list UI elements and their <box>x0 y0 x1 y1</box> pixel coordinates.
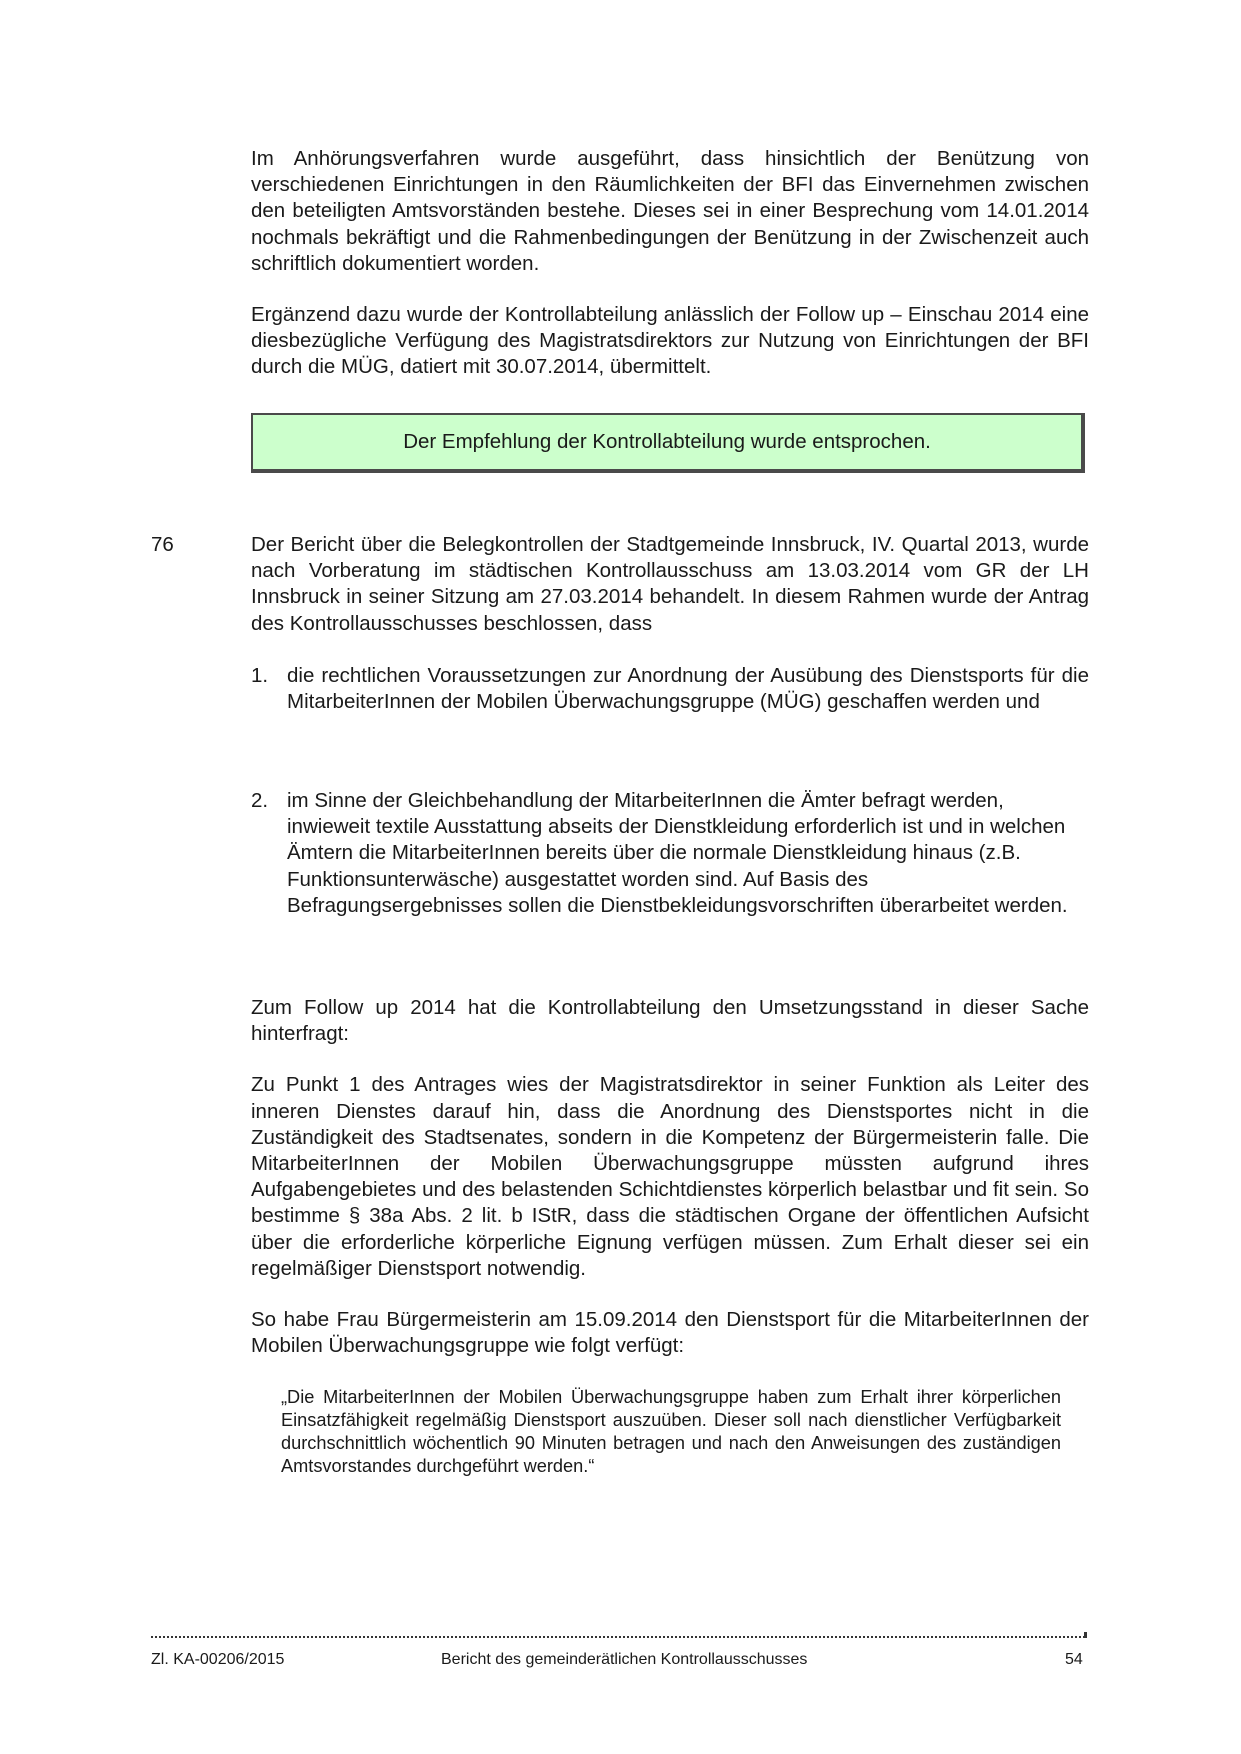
follow-up-section <box>251 995 1089 1359</box>
item-76-lead-paragraph: Der Bericht über die Belegkontrollen der Stadtgemeinde Innsbruck, IV. Quartal 2013, wurde nach Vorberatung im städtischen Kontrollausschuss am 13.03.2014 vom GR der LH Innsbruck in seiner Sitzung am 27.03.2014 behandelt. In diesem Rahmen wurde der Antrag des Kontrollausschusses beschlossen, dass <box>251 533 1089 635</box>
list-item <box>251 788 1089 919</box>
list-item-text: im Sinne der Gleichbehandlung der MitarbeiterInnen die Ämter befragt werden, inwieweit textile Ausstattung abseits der Dienstkleidung erforderlich ist und in welchen Ämtern die MitarbeiterInnen bereits über die normale Dienstkleidung hinaus (z.B. Funktionsunterwäsche) ausgestattet worden sind. Auf Basis des Befragungsergebnisses sollen die Dienstbekleidungsvorschriften überarbeitet werden. <box>287 789 1068 917</box>
page-number: 54 <box>1065 1651 1083 1668</box>
follow-up-paragraph-2: Zu Punkt 1 des Antrages wies der Magistratsdirektor in seiner Funktion als Leiter des inneren Dienstes darauf hin, dass die Anordnung des Dienstsportes nicht in die Zuständigkeit des Stadtsenates, sondern in die Kompetenz der Bürgermeisterin falle. Die MitarbeiterInnen der Mobilen Überwachungsgruppe müssten aufgrund ihres Aufgabengebietes und des belastenden Schichtdienstes körperlich belastbar und fit sein. So bestimme § 38a Abs. 2 lit. b IStR, dass die städtischen Organe der öffentlichen Aufsicht über die erforderliche körperliche Eignung verfügen müssen. Zum Erhalt dieser sei ein regelmäßiger Dienstsport notwendig. <box>251 1073 1089 1280</box>
intro-paragraph-1: Im Anhörungsverfahren wurde ausgeführt, dass hinsichtlich der Benützung von verschiedenen Einrichtungen in den Räumlichkeiten der BFI das Einvernehmen zwischen den beteiligten Amtsvorständen bestehe. Dieses sei in einer Besprechung vom 14.01.2014 nochmals bekräftigt und die Rahmenbedingungen der Benützung in der Zwischenzeit auch schriftlich dokumentiert worden. <box>251 147 1089 275</box>
list-marker: 2. <box>251 789 269 812</box>
list-item <box>251 663 1089 715</box>
follow-up-paragraph-1: Zum Follow up 2014 hat die Kontrollabteilung den Umsetzungsstand in dieser Sache hinterfragt: <box>251 996 1089 1046</box>
list-item-text: die rechtlichen Voraussetzungen zur Anordnung der Ausübung des Dienstsports für die MitarbeiterInnen der Mobilen Überwachungsgruppe (MÜG) geschaffen werden und <box>287 664 1089 714</box>
intro-paragraph-2: Ergänzend dazu wurde der Kontrollabteilung anlässlich der Follow up – Einschau 2014 eine diesbezügliche Verfügung des Magistratsdirektors zur Nutzung von Einrichtungen der BFI durch die MÜG, datiert mit 30.07.2014, übermittelt. <box>251 303 1089 379</box>
footer-reference: Zl. KA-00206/2015 <box>151 1651 285 1668</box>
item-76-lead <box>251 532 1089 637</box>
recommendation-status-box <box>251 413 1085 473</box>
follow-up-paragraph-3: So habe Frau Bürgermeisterin am 15.09.2014 den Dienstsport für die MitarbeiterInnen der Mobilen Überwachungsgruppe wie folgt verfügt: <box>251 1308 1089 1358</box>
list-marker: 1. <box>251 664 269 687</box>
quoted-directive: „Die MitarbeiterInnen der Mobilen Überwachungsgruppe haben zum Erhalt ihrer körperlichen Einsatzfähigkeit regelmäßig Dienstsport auszuüben. Dieser soll nach dienstlicher Verfügbarkeit durchschnittlich wöchentlich 90 Minuten betragen und nach den Anweisungen des zuständigen Amtsvorstandes durchgeführt werden.“ <box>281 1387 1061 1476</box>
footer-divider <box>151 1636 1085 1638</box>
intro-section <box>251 146 1089 381</box>
item-number: 76 <box>151 533 174 556</box>
footer-title: Bericht des gemeinderätlichen Kontrollausschusses <box>441 1651 808 1668</box>
recommendation-status-text: Der Empfehlung der Kontrollabteilung wurde entsprochen. <box>403 430 931 453</box>
